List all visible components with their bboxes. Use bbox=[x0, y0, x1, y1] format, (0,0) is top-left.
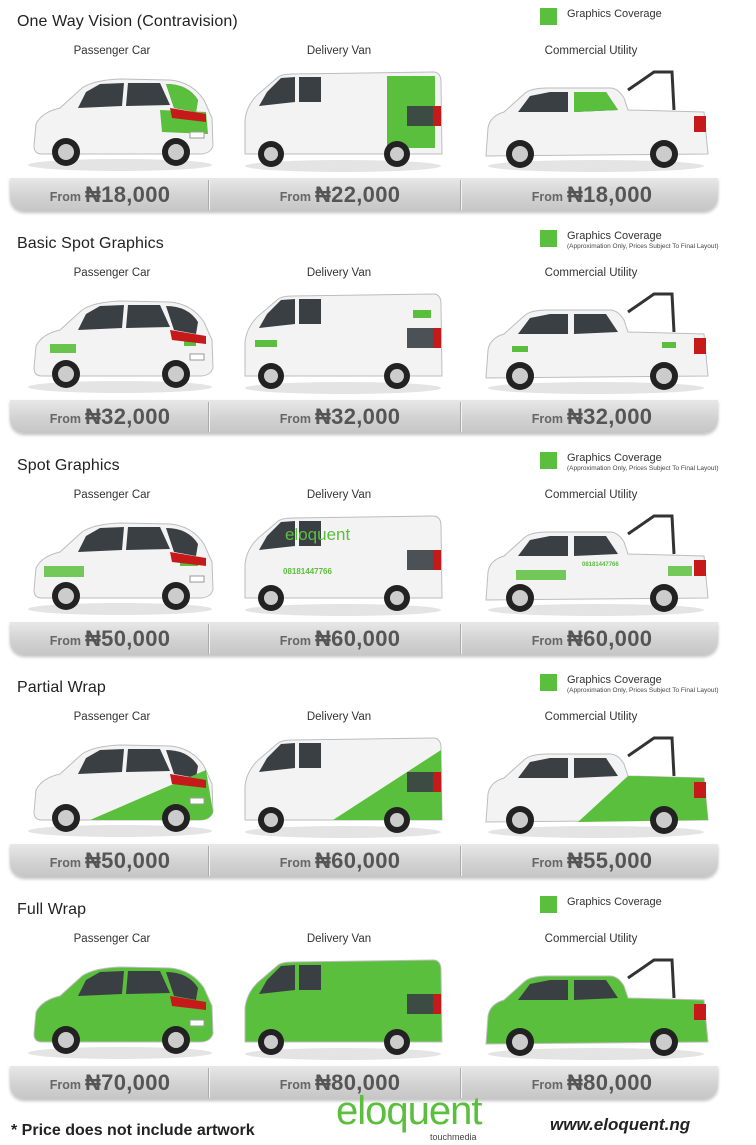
from-label: From bbox=[531, 856, 563, 870]
svg-text:08181447766: 08181447766 bbox=[283, 567, 332, 576]
price-amount: ₦80,000 bbox=[314, 1069, 401, 1095]
price-amount: ₦55,000 bbox=[566, 847, 653, 873]
section-title: Basic Spot Graphics bbox=[17, 235, 164, 252]
vehicle-type-label: Delivery Van bbox=[306, 933, 372, 945]
from-label: From bbox=[49, 856, 81, 870]
from-label: From bbox=[279, 856, 311, 870]
legend-note: (Approximation Only, Prices Subject To Final Layout) bbox=[567, 243, 719, 250]
from-label: From bbox=[279, 190, 311, 204]
price-amount: ₦60,000 bbox=[314, 847, 401, 873]
pricing-section bbox=[0, 222, 756, 444]
price-amount: ₦70,000 bbox=[84, 1069, 171, 1095]
price-cell bbox=[492, 178, 692, 211]
price-cell bbox=[10, 400, 210, 433]
delivery-van-image bbox=[237, 284, 447, 396]
price-divider bbox=[460, 402, 462, 432]
price-amount: ₦32,000 bbox=[314, 403, 401, 429]
delivery-van-image bbox=[237, 506, 447, 618]
coverage-legend bbox=[540, 8, 662, 25]
delivery-van-image bbox=[237, 62, 447, 174]
coverage-legend bbox=[540, 674, 719, 695]
price-amount: ₦60,000 bbox=[314, 625, 401, 651]
pricing-section bbox=[0, 666, 756, 888]
coverage-legend bbox=[540, 230, 719, 251]
price-bar bbox=[10, 622, 718, 655]
green-swatch-icon bbox=[540, 230, 557, 247]
price-cell bbox=[240, 622, 440, 655]
price-amount: ₦32,000 bbox=[566, 403, 653, 429]
price-cell bbox=[240, 178, 440, 211]
green-swatch-icon bbox=[540, 896, 557, 913]
passenger-car-image bbox=[20, 62, 220, 174]
eloquent-logo[interactable] bbox=[336, 1089, 526, 1143]
price-amount: ₦50,000 bbox=[84, 625, 171, 651]
commercial-utility-image bbox=[478, 728, 714, 840]
from-label: From bbox=[49, 634, 81, 648]
commercial-utility-image bbox=[478, 284, 714, 396]
price-cell bbox=[10, 844, 210, 877]
website-link[interactable]: www.eloquent.ng bbox=[550, 1115, 691, 1134]
price-amount: ₦80,000 bbox=[566, 1069, 653, 1095]
section-title: Partial Wrap bbox=[17, 679, 106, 696]
vehicle-type-label: Passenger Car bbox=[73, 489, 151, 501]
green-swatch-icon bbox=[540, 452, 557, 469]
pricing-section bbox=[0, 444, 756, 666]
price-cell bbox=[10, 178, 210, 211]
vehicle-type-label: Delivery Van bbox=[306, 711, 372, 723]
price-cell bbox=[240, 400, 440, 433]
legend-text bbox=[567, 674, 719, 695]
from-label: From bbox=[531, 1078, 563, 1092]
svg-text:eloquent: eloquent bbox=[285, 525, 351, 544]
legend-label: Graphics Coverage bbox=[567, 452, 662, 464]
price-divider bbox=[460, 624, 462, 654]
passenger-car-image bbox=[20, 506, 220, 618]
from-label: From bbox=[49, 190, 81, 204]
price-cell bbox=[492, 622, 692, 655]
legend-note: (Approximation Only, Prices Subject To Final Layout) bbox=[567, 465, 719, 472]
price-cell bbox=[240, 844, 440, 877]
coverage-legend bbox=[540, 896, 662, 913]
commercial-utility-image bbox=[478, 62, 714, 174]
passenger-car-image bbox=[20, 284, 220, 396]
legend-label: Graphics Coverage bbox=[567, 8, 662, 20]
pricing-section bbox=[0, 888, 756, 1110]
from-label: From bbox=[531, 634, 563, 648]
vehicle-type-label: Commercial Utility bbox=[544, 489, 638, 501]
svg-text:08181447766: 08181447766 bbox=[582, 562, 619, 568]
price-bar bbox=[10, 400, 718, 433]
vehicle-type-label: Passenger Car bbox=[73, 267, 151, 279]
commercial-utility-image bbox=[478, 506, 714, 618]
delivery-van-image bbox=[237, 950, 447, 1062]
vehicle-type-label: Passenger Car bbox=[73, 933, 151, 945]
passenger-car-image bbox=[20, 728, 220, 840]
price-divider bbox=[460, 180, 462, 210]
from-label: From bbox=[279, 634, 311, 648]
commercial-utility-image bbox=[478, 950, 714, 1062]
vehicle-type-label: Commercial Utility bbox=[544, 933, 638, 945]
vehicle-type-label: Passenger Car bbox=[73, 45, 151, 57]
legend-label: Graphics Coverage bbox=[567, 896, 662, 908]
from-label: From bbox=[531, 412, 563, 426]
section-title: One Way Vision (Contravision) bbox=[17, 13, 238, 30]
legend-text bbox=[567, 452, 719, 473]
price-divider bbox=[460, 846, 462, 876]
logo-wordmark: eloquent bbox=[336, 1089, 482, 1133]
legend-text bbox=[567, 8, 662, 21]
legend-label: Graphics Coverage bbox=[567, 674, 662, 686]
section-title: Full Wrap bbox=[17, 901, 87, 918]
vehicle-type-label: Passenger Car bbox=[73, 711, 151, 723]
vehicle-type-label: Commercial Utility bbox=[544, 267, 638, 279]
green-swatch-icon bbox=[540, 674, 557, 691]
vehicle-type-label: Commercial Utility bbox=[544, 711, 638, 723]
price-amount: ₦32,000 bbox=[84, 403, 171, 429]
artwork-disclaimer: * Price does not include artwork bbox=[11, 1122, 255, 1139]
legend-text bbox=[567, 896, 662, 909]
legend-text bbox=[567, 230, 719, 251]
vehicle-type-label: Delivery Van bbox=[306, 45, 372, 57]
passenger-car-image bbox=[20, 950, 220, 1062]
from-label: From bbox=[279, 1078, 311, 1092]
from-label: From bbox=[279, 412, 311, 426]
price-bar bbox=[10, 844, 718, 877]
legend-note: (Approximation Only, Prices Subject To Final Layout) bbox=[567, 687, 719, 694]
price-cell bbox=[492, 400, 692, 433]
vehicle-type-label: Delivery Van bbox=[306, 489, 372, 501]
price-amount: ₦60,000 bbox=[566, 625, 653, 651]
legend-label: Graphics Coverage bbox=[567, 230, 662, 242]
from-label: From bbox=[49, 412, 81, 426]
price-bar bbox=[10, 178, 718, 211]
vehicle-type-label: Delivery Van bbox=[306, 267, 372, 279]
price-cell bbox=[492, 844, 692, 877]
price-cell bbox=[10, 1066, 210, 1099]
logo-tagline: touchmedia bbox=[430, 1132, 477, 1142]
price-amount: ₦18,000 bbox=[84, 181, 171, 207]
delivery-van-image bbox=[237, 728, 447, 840]
from-label: From bbox=[531, 190, 563, 204]
pricing-section bbox=[0, 0, 756, 222]
price-amount: ₦50,000 bbox=[84, 847, 171, 873]
price-amount: ₦22,000 bbox=[314, 181, 401, 207]
from-label: From bbox=[49, 1078, 81, 1092]
price-amount: ₦18,000 bbox=[566, 181, 653, 207]
coverage-legend bbox=[540, 452, 719, 473]
green-swatch-icon bbox=[540, 8, 557, 25]
vehicle-type-label: Commercial Utility bbox=[544, 45, 638, 57]
section-title: Spot Graphics bbox=[17, 457, 120, 474]
price-cell bbox=[10, 622, 210, 655]
